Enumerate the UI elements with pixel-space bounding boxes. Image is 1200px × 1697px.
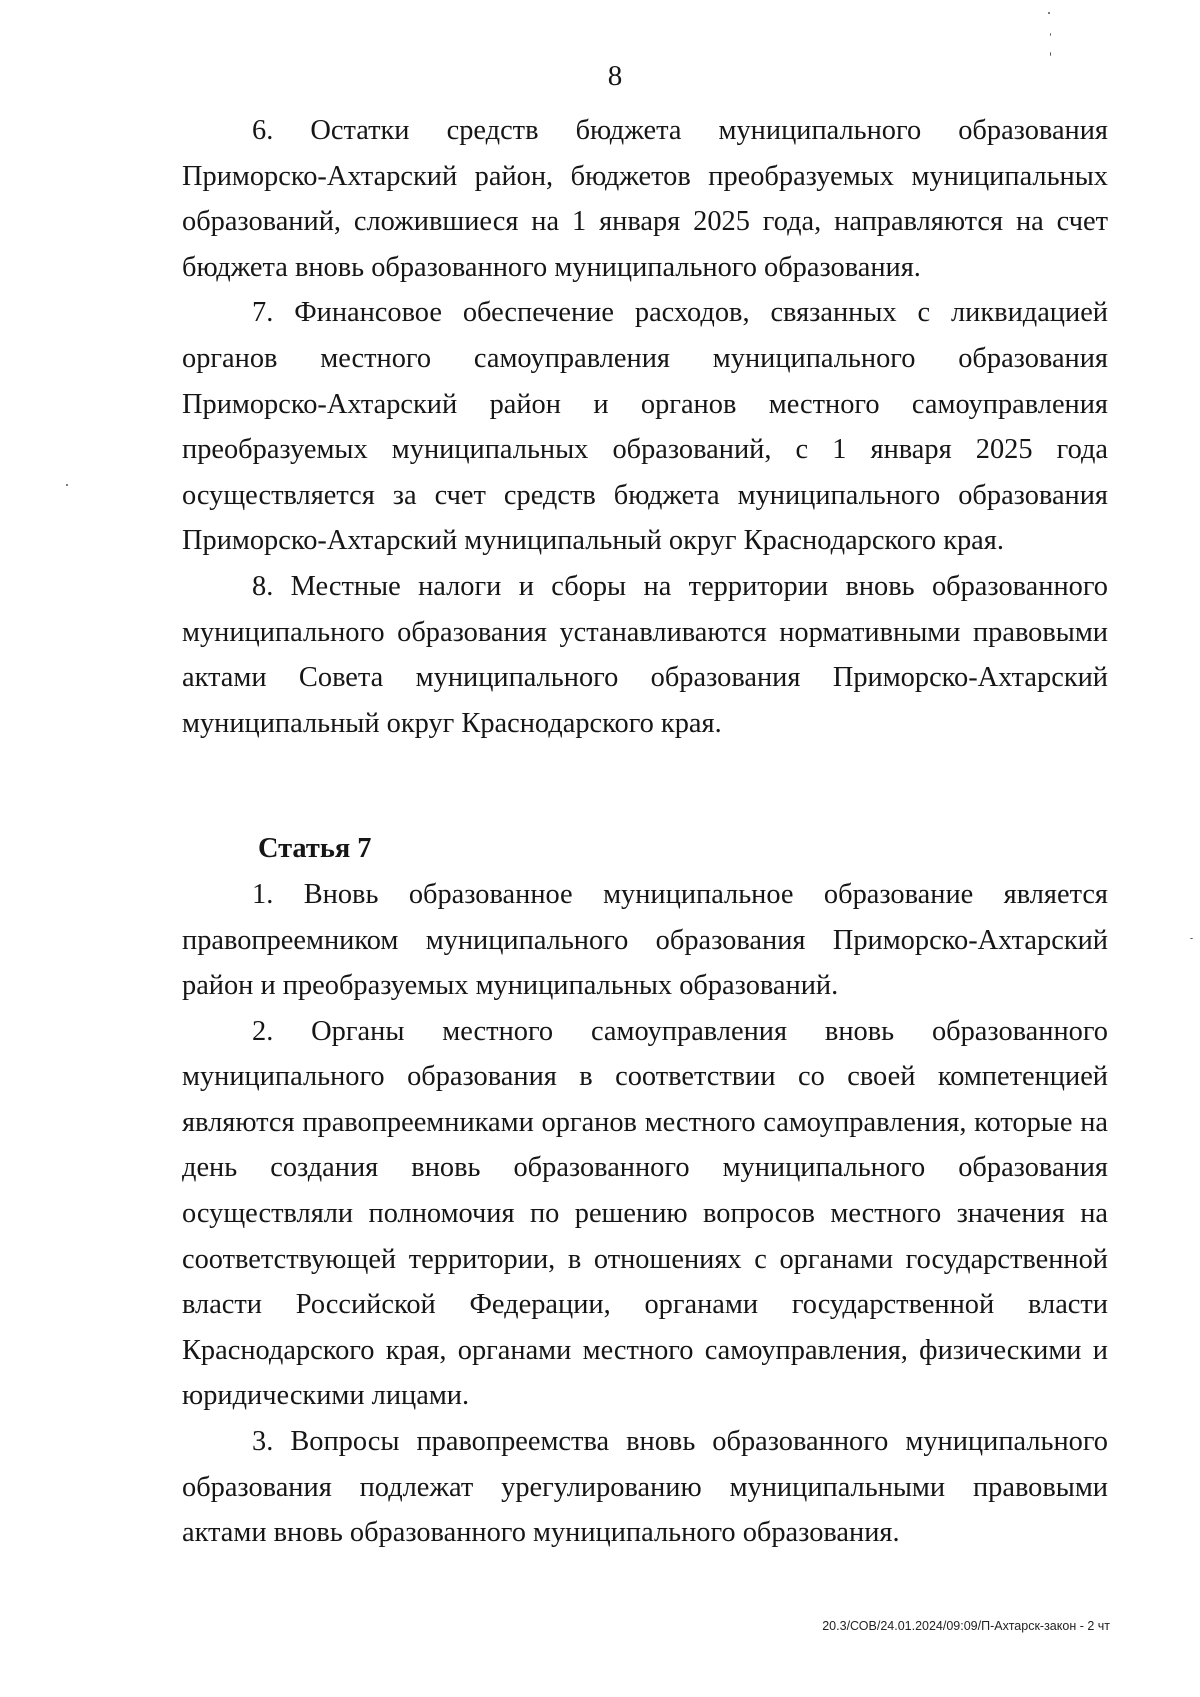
scan-artifact [1190, 938, 1193, 939]
article-7-paragraph-1: 1. Вновь образованное муниципальное образование является правопреемником муниципального образования Приморско-Ахтарский район и преобразуемых муниципальных образований. [182, 878, 1108, 1002]
paragraph-6: 6. Остатки средств бюджета муниципального образования Приморско-Ахтарский район, бюджетов преобразуемых муниципальных образований, сложившиеся на 1 января 2025 года, направляются на счет бюджета вновь образованного муниципального образования. [182, 115, 1108, 283]
scan-artifact [1050, 52, 1051, 56]
article-7-paragraph-2: 2. Органы местного самоуправления вновь образованного муниципального образования в соответствии со своей компетенцией являются правопреемниками органов местного самоуправления, которые на день создания вновь образованного муниципального образования осуществляли полномочия по решению вопросов местного значения на соответствующей территории, в отношениях с органами государственной власти Российской Федерации, органами государственной власти Краснодарского края, органами местного самоуправления, физическими и юридическими лицами. [182, 1015, 1108, 1412]
paragraph-7: 7. Финансовое обеспечение расходов, связанных с ликвидацией органов местного самоуправления муниципального образования Приморско-Ахтарский район и органов местного самоуправления преобразуемых муниципальных образований, с 1 января 2025 года осуществляется за счет средств бюджета муниципального образования Приморско-Ахтарский муниципальный округ Краснодарского края. [182, 297, 1108, 557]
document-body [182, 108, 1108, 1556]
document-code: 20.3/СОВ/24.01.2024/09:09/П-Ахтарск-закон - 2 чт [822, 1619, 1110, 1633]
scan-artifact [66, 484, 68, 486]
article-heading: Статья 7 [258, 833, 372, 865]
scan-artifact [1048, 12, 1050, 14]
scan-artifact [1050, 33, 1051, 36]
page-number: 8 [607, 60, 623, 92]
article-7-paragraph-3: 3. Вопросы правопреемства вновь образованного муниципального образования подлежат урегулированию муниципальными правовыми актами вновь образованного муниципального образования. [182, 1426, 1108, 1549]
paragraph-8: 8. Местные налоги и сборы на территории вновь образованного муниципального образования устанавливаются нормативными правовыми актами Совета муниципального образования Приморско-Ахтарский муниципальный округ Краснодарского края. [182, 570, 1108, 739]
